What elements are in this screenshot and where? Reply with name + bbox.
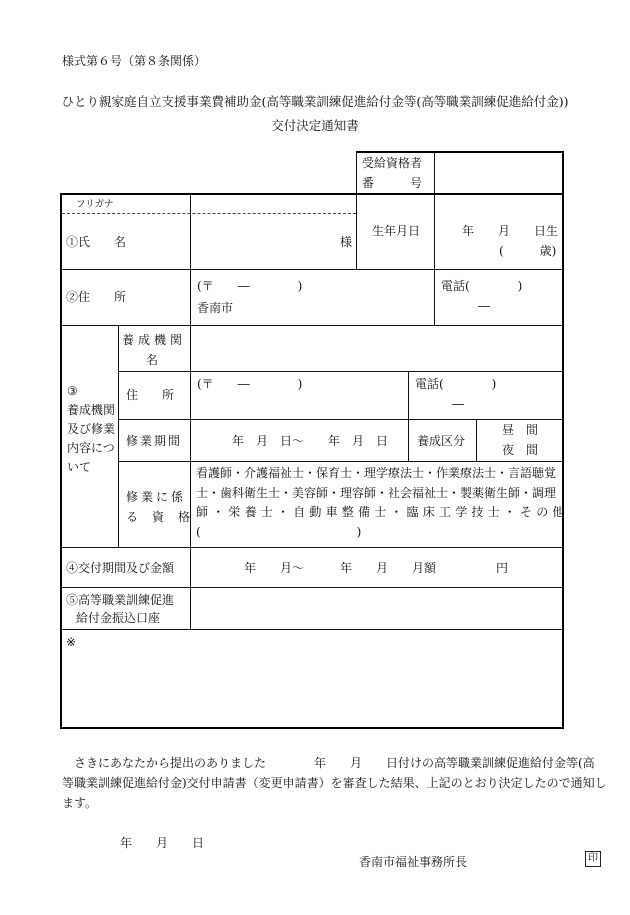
form-number: 様式第６号（第８条関係） bbox=[62, 54, 207, 68]
notice-body-line3: ます。 bbox=[62, 796, 98, 810]
name-suffix: 様 bbox=[340, 235, 353, 249]
grant-field[interactable]: 年 月～ 年 月 月額 円 bbox=[244, 561, 509, 575]
period-field[interactable]: 年 月 日～ 年 月 日 bbox=[232, 434, 389, 448]
bank-label-line2: 給付金振込口座 bbox=[76, 611, 161, 625]
training-section-label: ③ 養成機関 及び修業 内容につ いて bbox=[67, 384, 116, 474]
issuer-name: 香南市福祉事務所長 bbox=[359, 855, 468, 869]
phone-dash: ― bbox=[478, 299, 490, 313]
recipient-id-label-line1: 受給資格者 bbox=[362, 156, 423, 170]
training-phone-field[interactable]: 電話( ) bbox=[415, 377, 497, 391]
issue-date[interactable]: 年 月 日 bbox=[120, 836, 205, 850]
bank-label-line1: ⑤高等職業訓練促進 bbox=[66, 593, 175, 607]
recipient-id-label-line2: 番 号 bbox=[362, 176, 423, 190]
remarks-mark: ※ bbox=[66, 635, 77, 649]
name-label: ①氏 名 bbox=[66, 235, 127, 249]
document-title: ひとり親家庭自立支援事業費補助金(高等職業訓練促進給付金等(高等職業訓練促進給付金)) bbox=[61, 94, 569, 109]
category-day-option[interactable]: 昼 間 bbox=[502, 423, 539, 437]
category-label: 養成区分 bbox=[417, 434, 466, 448]
institution-field[interactable] bbox=[194, 340, 558, 360]
address-field[interactable]: 香南市 bbox=[197, 301, 234, 315]
training-address-label: 住 所 bbox=[126, 388, 175, 402]
category-night-option[interactable]: 夜 間 bbox=[502, 443, 539, 457]
postal-code-field[interactable]: (〒 ― ) bbox=[197, 279, 303, 293]
seal-mark: 印 bbox=[585, 851, 601, 867]
document-subtitle: 交付決定通知書 bbox=[271, 118, 359, 133]
period-label: 修業期間 bbox=[126, 434, 183, 448]
training-postal-field[interactable]: (〒 ― ) bbox=[197, 377, 303, 391]
birth-label: 生年月日 bbox=[372, 224, 421, 238]
notice-body-line2: 等職業訓練促進給付金)交付申請書（変更申請書）を審査した結果、上記のとおり決定したので通知し bbox=[62, 776, 607, 790]
address-label: ②住 所 bbox=[66, 290, 127, 304]
bank-account-field[interactable] bbox=[194, 600, 558, 620]
furigana-field[interactable] bbox=[190, 198, 356, 212]
notice-body-line1: さきにあなたから提出のありました 年 月 日付けの高等職業訓練促進給付金等(高 bbox=[74, 756, 595, 770]
qualification-label-line1: 修業に係 bbox=[126, 490, 187, 504]
birth-date-field[interactable]: 年 月 日生 bbox=[462, 224, 559, 238]
age-field[interactable]: ( 歳) bbox=[499, 244, 557, 258]
institution-label: 養成機関名 bbox=[121, 333, 186, 367]
phone-field[interactable]: 電話( ) bbox=[441, 279, 523, 293]
remarks-field[interactable] bbox=[80, 650, 558, 722]
qualification-list[interactable]: 看護師・介護福祉士・保育士・理学療法士・作業療法士・言語聴覚 士・歯科衛生士・美容師・理容師・社会福祉士・製薬衛生師・調理 師・栄養士・自動車整備士・臨床工学技士・その他 ( ) bbox=[196, 466, 569, 539]
furigana-label: フリガナ bbox=[76, 199, 114, 210]
qualification-label-line2: る 資 格 bbox=[126, 510, 192, 524]
training-phone-dash: ― bbox=[452, 397, 464, 411]
name-field[interactable] bbox=[194, 224, 334, 244]
grant-label: ④交付期間及び金額 bbox=[66, 561, 175, 575]
